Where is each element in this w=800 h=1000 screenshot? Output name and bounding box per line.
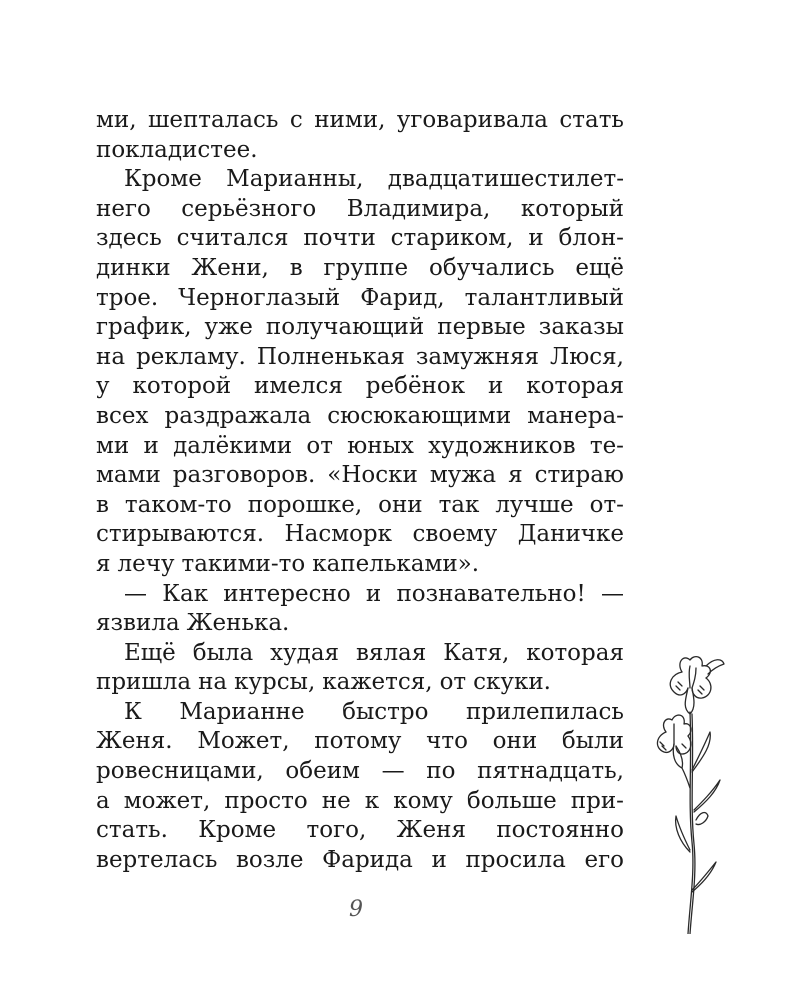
text-line: — Как интересно и познавательно! —	[124, 580, 624, 607]
text-line: я лечу такими-то капельками».	[96, 550, 480, 577]
text-line: на рекламу. Полненькая замужняя Люся,	[96, 343, 624, 370]
text-line: язвила Женька.	[96, 610, 290, 637]
text-line: стать. Кроме того, Женя постоянно	[96, 817, 624, 844]
text-line: покладистее.	[96, 136, 258, 163]
text-line: него серьёзного Владимира, который	[96, 195, 624, 222]
text-line: Кроме Марианны, двадцатишестилет-	[124, 166, 624, 193]
text-line: ми и далёкими от юных художников те-	[96, 432, 624, 459]
text-line: здесь считался почти стариком, и блон-	[96, 225, 624, 252]
text-line: ровесницами, обеим — по пятнадцать,	[96, 758, 624, 785]
iris-flower-icon	[652, 652, 744, 934]
text-line: у которой имелся ребёнок и которая	[96, 373, 624, 400]
text-line: трое. Черноглазый Фарид, талантливый	[96, 284, 624, 311]
text-line: Ещё была худая вялая Катя, которая	[124, 639, 624, 666]
text-line: Женя. Может, потому что они были	[96, 728, 624, 755]
text-line: график, уже получающий первые заказы	[96, 314, 624, 341]
text-line: всех раздражала сюсюкающими манера-	[96, 402, 624, 429]
text-line: стирываются. Насморк своему Даничке	[96, 521, 624, 548]
text-line: мами разговоров. «Носки мужа я стираю	[96, 462, 624, 489]
text-line: пришла на курсы, кажется, от скуки.	[96, 669, 551, 696]
page-number: 9	[349, 897, 363, 922]
body-text	[96, 106, 624, 875]
text-line: в таком-то порошке, они так лучше от-	[96, 491, 624, 518]
text-line: ми, шепталась с ними, уговаривала стать	[96, 107, 624, 133]
text-line: вертелась возле Фарида и просила его	[96, 846, 624, 873]
text-line: динки Жени, в группе обучались ещё	[96, 254, 624, 281]
text-line: а может, просто не к кому больше при-	[96, 787, 624, 814]
text-line: К Марианне быстро прилепилась	[124, 698, 624, 725]
